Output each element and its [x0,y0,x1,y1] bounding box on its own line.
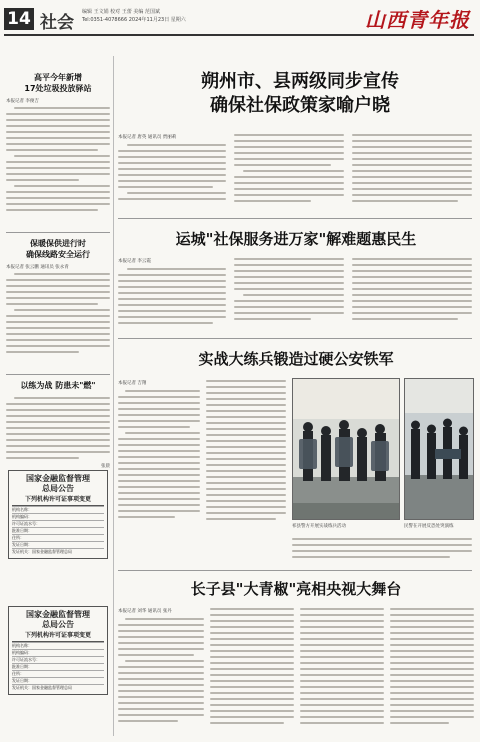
story-column [390,608,474,728]
masthead-logo: 山西青年报 [365,8,470,32]
divider [118,338,472,339]
story-column [234,258,344,324]
byline-shuozhou: 本报记者 唐英 通讯员 贾丽莉 [118,135,177,140]
story-body [6,397,110,459]
headline-police: 实战大练兵锻造过硬公安铁军 [198,350,394,368]
byline-police: 本报记者 吉翔 [118,381,147,386]
story-column [118,390,200,522]
page-header [0,0,480,36]
divider [118,218,472,219]
story-column [300,608,384,728]
divider [6,232,110,233]
headline-yuncheng: 运城"社保服务进万家"解难题惠民生 [175,230,417,248]
notice-table: 机构名称： 机构编码： 许可证流水号： 批准日期： 住所： 发证日期： 发证机关：国家金融监督管理总局 [12,505,104,555]
divider [6,374,110,375]
editor-line-2: Tel:0351-4078666 2024年11月23日 星期六 [82,17,186,23]
photo-anti-terror-drill-image [405,379,474,520]
story-column [234,134,344,206]
photo-caption: 祁县警方开展实战练兵活动 [292,524,346,529]
story-column [352,258,472,324]
editor-info [82,8,186,24]
story-column [352,134,472,206]
story-body [6,273,110,353]
story-byline: 本报记者 张云鹏 通讯员 张永青 [6,265,69,270]
story-byline: 张晨 [101,464,110,469]
photo-police-training [292,378,400,520]
byline-changzi: 本报记者 刘华 通讯员 张丹 [118,609,172,614]
story-power-supply [6,238,110,357]
section-name: 社会 [40,13,74,33]
notice-title: 国家金融监督管理 总局公告 [26,474,90,493]
editor-line-1: 编辑 王文娟 校对 王蕾 美编 范国斌 [82,9,160,15]
column-divider [113,56,114,736]
divider [118,570,472,571]
regulatory-notice-2 [8,606,108,695]
story-body [6,107,110,211]
story-column [206,380,286,524]
story-column [118,268,226,328]
notice-subtitle: 下列机构许可证事项变更 [24,632,91,639]
regulatory-notice-1 [8,470,108,559]
byline-yuncheng: 本报记者 李云霞 [118,259,151,264]
photo-caption: 民警在开展反恐处突演练 [404,524,454,529]
story-column [292,538,472,562]
story-column [118,618,204,726]
story-byline: 本报记者 李俊吉 [6,99,39,104]
story-fire-drill [6,380,110,469]
story-column [210,608,294,728]
story-title: 以练为战 防患未"燃" [20,381,96,390]
notice-table: 机构名称： 机构编码： 许可证流水号： 批准日期： 住所： 发证日期： 发证机关：国家金融监督管理总局 [12,641,104,691]
headline-shuozhou: 朔州市、县两级同步宣传 确保社保政策家喻户晓 [201,71,399,116]
photo-police-training-image [293,379,400,520]
photo-anti-terror-drill [404,378,474,520]
story-garbage-stations [6,72,110,215]
notice-subtitle: 下列机构许可证事项变更 [24,496,91,503]
page-number: 14 [4,8,34,30]
headline-changzi: 长子县"大青椒"亮相央视大舞台 [190,580,402,598]
notice-title: 国家金融监督管理 总局公告 [26,610,90,629]
story-title: 保暖保供进行时 确保线路安全运行 [26,239,90,259]
story-title: 高平今年新增 17处垃圾投放驿站 [24,73,92,93]
header-rule [4,34,474,36]
story-column [118,144,226,204]
